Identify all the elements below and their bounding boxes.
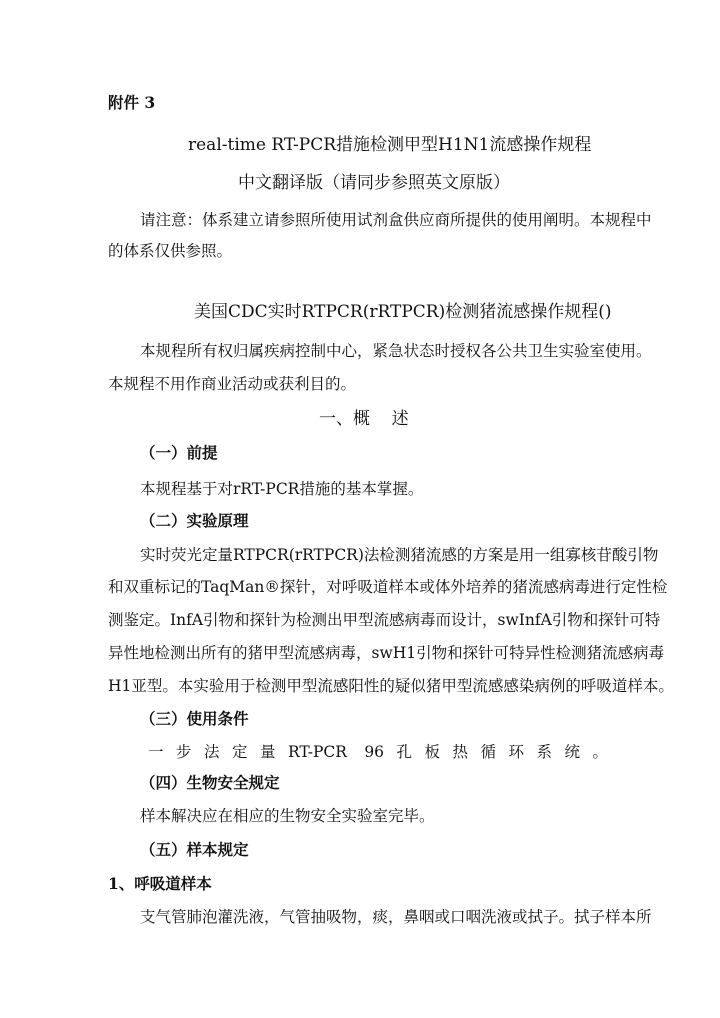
subsection-heading-principle: （二）实验原理 [140, 511, 249, 530]
sample-type-heading: 1、呼吸道样本 [108, 874, 212, 893]
sample-type-text: 支气管肺泡灌洗液，气管抽吸物，痰，鼻咽或口咽洗液或拭子。拭子样本所 [140, 908, 652, 926]
conditions-text: 一步法定量RT-PCR 96孔板热循环系统。 [148, 743, 608, 761]
premise-text: 本规程基于对rRT-PCR措施的基本掌握。 [140, 480, 424, 498]
document-subtitle: 中文翻译版（请同步参照英文原版） [238, 173, 510, 193]
biosafety-text: 样本解决应在相应的生物安全实验室完毕。 [140, 807, 435, 825]
principle-line-1: 实时荧光定量RTPCR(rRTPCR)法检测猪流感的方案是用一组寡核苷酸引物 [140, 546, 659, 564]
rights-line-2: 本规程不用作商业活动或获利目的。 [108, 375, 357, 393]
document-title: real-time RT-PCR措施检测甲型H1N1流感操作规程 [188, 135, 592, 155]
subsection-heading-premise: （一）前提 [140, 443, 218, 462]
subsection-heading-biosafety: （四）生物安全规定 [140, 773, 280, 792]
subsection-heading-conditions: （三）使用条件 [140, 709, 249, 728]
notice-line-2: 的体系仅供参照。 [108, 242, 233, 260]
subsection-heading-samples: （五）样本规定 [140, 840, 249, 859]
rights-line-1: 本规程所有权归属疾病控制中心，紧急状态时授权各公共卫生实验室使用。 [140, 342, 652, 360]
principle-line-5: H1亚型。本实验用于检测甲型流感阳性的疑似猪甲型流感感染病例的呼吸道样本。 [108, 677, 674, 695]
notice-line-1: 请注意：体系建立请参照所使用试剂盒供应商所提供的使用阐明。本规程中 [140, 211, 652, 229]
section-heading-overview: 一、概 述 [319, 409, 409, 429]
cdc-protocol-title: 美国CDC实时RTPCR(rRTPCR)检测猪流感操作规程() [194, 302, 612, 322]
principle-line-4: 异性地检测出所有的猪甲型流感病毒，swH1引物和探针可特异性检测猪流感病毒 [108, 644, 665, 662]
principle-line-3: 测鉴定。InfA引物和探针为检测出甲型流感病毒而设计，swInfA引物和探针可特 [108, 611, 661, 629]
principle-line-2: 和双重标记的TaqMan®探针，对呼吸道样本或体外培养的猪流感病毒进行定性检 [108, 578, 668, 596]
attachment-label: 附件 3 [108, 93, 156, 112]
